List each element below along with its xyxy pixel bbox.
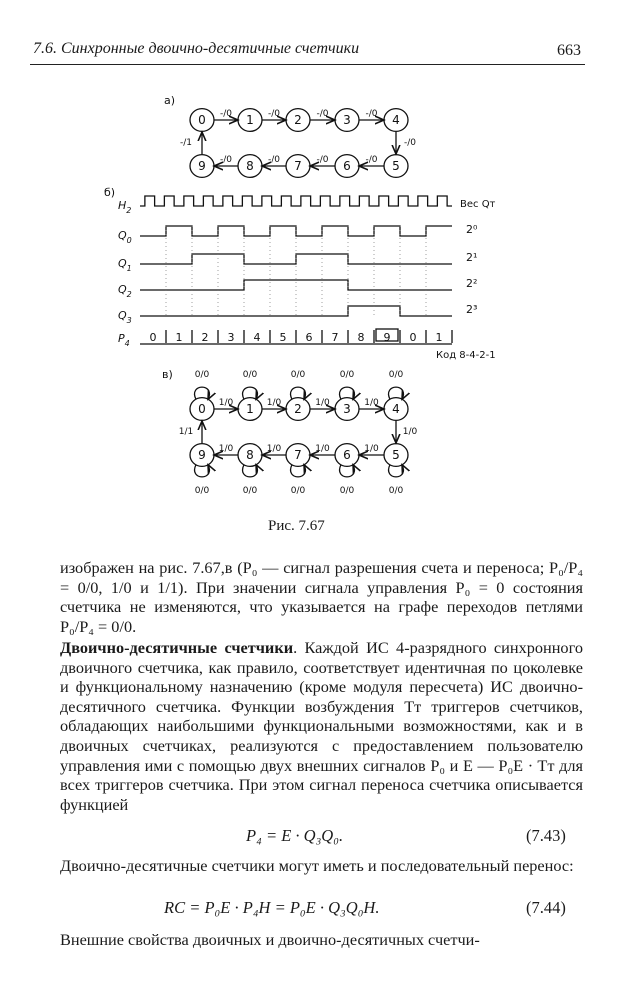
self-loop-label: 0/0 (290, 370, 306, 380)
state-label-7: 7 (294, 448, 302, 462)
transition-label: -/0 (365, 109, 378, 119)
transition-label: -/0 (267, 109, 281, 119)
state-label-3: 3 (343, 402, 351, 416)
state-label-0: 0 (198, 113, 206, 127)
signal-name-P4: $P_4$ (118, 332, 130, 348)
panel-c-label: в) (162, 368, 173, 381)
state-label-8: 8 (246, 159, 254, 173)
signal-name-Q3: $Q_3$ (118, 309, 132, 325)
equation-7-44: RC = P₀E · P₄H = P₀E · Q₃Q₀H. (164, 898, 380, 917)
self-loop-label: 0/0 (194, 370, 210, 380)
signal-name-Q1: $Q_1$ (118, 257, 132, 273)
weight-Q1: 2¹ (466, 251, 478, 264)
self-loop-label: 0/0 (339, 486, 355, 496)
self-loop-label: 0/0 (242, 486, 258, 496)
state-label-4: 4 (392, 402, 400, 416)
weight-Q2: 2² (466, 277, 478, 290)
state-label-1: 1 (246, 402, 254, 416)
p4-value-11: 1 (435, 331, 443, 344)
self-loop-label: 0/0 (339, 370, 355, 380)
transition-label: -/0 (316, 155, 329, 165)
state-label-9: 9 (198, 159, 206, 173)
transition-label: -/0 (365, 155, 378, 165)
equation-7-44-number: (7.44) (526, 898, 566, 917)
equation-7-43: P₄ = E · Q₃Q₀. (246, 826, 344, 845)
p4-value-4: 4 (253, 331, 261, 344)
paragraph-3: Двоично-десятичные счетчики могут иметь и последовательный перенос: (60, 856, 574, 875)
clock-waveform-H2 (140, 196, 452, 206)
weight-Q3: 2³ (466, 303, 478, 316)
transition-label: 1/0 (218, 398, 234, 408)
page-number: 663 (557, 42, 581, 59)
transition-label: -/0 (316, 109, 329, 119)
state-label-3: 3 (343, 113, 351, 127)
panel-a-label: а) (164, 94, 176, 107)
state-label-8: 8 (246, 448, 254, 462)
p4-value-2: 2 (201, 331, 209, 344)
transition-label: -/0 (267, 155, 281, 165)
transition-label: 1/0 (218, 444, 234, 454)
self-loop-label: 0/0 (194, 486, 210, 496)
transition-label: 1/0 (402, 427, 418, 437)
p4-value-3: 3 (227, 331, 235, 344)
paragraph-4: Внешние свойства двоичных и двоично-десятичных счетчи- (60, 930, 480, 949)
self-loop-label: 0/0 (290, 486, 306, 496)
transition-label: 1/0 (266, 444, 282, 454)
state-label-5: 5 (392, 159, 400, 173)
panel-b-label: б) (104, 186, 116, 199)
transition-label-reset: 1/1 (178, 427, 194, 437)
transition-label-reset: -/1 (179, 138, 193, 148)
state-label-6: 6 (343, 448, 351, 462)
p4-value-0: 0 (149, 331, 157, 344)
self-loop-label: 0/0 (388, 486, 404, 496)
transition-label: 1/0 (315, 444, 330, 454)
transition-label: -/0 (219, 109, 233, 119)
transition-label: -/0 (403, 138, 417, 148)
state-label-5: 5 (392, 448, 400, 462)
signal-name-Q2: $Q_2$ (118, 283, 132, 299)
state-label-2: 2 (294, 402, 302, 416)
state-label-0: 0 (198, 402, 206, 416)
self-loop-label: 0/0 (388, 370, 404, 380)
code-label: Код 8-4-2-1 (436, 350, 496, 361)
state-label-1: 1 (246, 113, 254, 127)
state-label-9: 9 (198, 448, 206, 462)
state-label-7: 7 (294, 159, 302, 173)
state-label-2: 2 (294, 113, 302, 127)
state-label-4: 4 (392, 113, 400, 127)
equation-7-43-number: (7.43) (526, 826, 566, 845)
paragraph-1: изображен на рис. 7.67,в (P₀ — сигнал разрешения счета и переноса; P₀/P₄ = 0/0, 1/0 и 1/1). При значении сигнала управления P₀ = 0 состояния счетчика не изменяются, что указывается на графе переходов петлями P₀/P₄ = 0/0. (60, 558, 583, 636)
signal-name-Q0: $Q_0$ (118, 229, 132, 245)
running-header-title: 7.6. Синхронные двоично-десятичные счетчики (33, 40, 360, 57)
transition-label: -/0 (219, 155, 233, 165)
weight-Q0: 2⁰ (466, 223, 478, 236)
waveform-Q2 (140, 280, 452, 290)
state-label-6: 6 (343, 159, 351, 173)
p4-value-10: 0 (409, 331, 417, 344)
p4-value-5: 5 (279, 331, 287, 344)
paragraph-2 (60, 638, 583, 814)
p4-value-7: 7 (331, 331, 339, 344)
transition-label: 1/0 (266, 398, 282, 408)
transition-label: 1/0 (315, 398, 330, 408)
transition-label: 1/0 (364, 444, 379, 454)
paragraph-2-body: . Каждой ИС 4-разрядного синхронного двоичного счетчика, как правило, соответствует идентичная по цоколевке и функциональному назначению (кроме модуля пересчета) ИС двоично-десятичного счетчика. Функции возбуждения Tт триггеров счетчиков, обладающих наибольшими функциональными возможностями, как и в двоичных счетчиках, реализуются с предоставлением пользователю управления ими с помощью двух внешних сигналов P₀ и E — P₀E · Tт для всех триггеров счетчика. При этом сигнал переноса счетчика описывается функцией (60, 638, 583, 814)
p4-value-8: 8 (357, 331, 365, 344)
self-loop-label: 0/0 (242, 370, 258, 380)
section-heading: Двоично-десятичные счетчики (60, 638, 294, 657)
p4-value-9: 9 (383, 331, 391, 344)
p4-value-1: 1 (175, 331, 183, 344)
p4-value-6: 6 (305, 331, 313, 344)
weight-header: Вес Qт (460, 199, 496, 210)
signal-name-H2: $H_2$ (118, 199, 132, 215)
figure-caption: Рис. 7.67 (268, 518, 325, 534)
transition-label: 1/0 (364, 398, 379, 408)
